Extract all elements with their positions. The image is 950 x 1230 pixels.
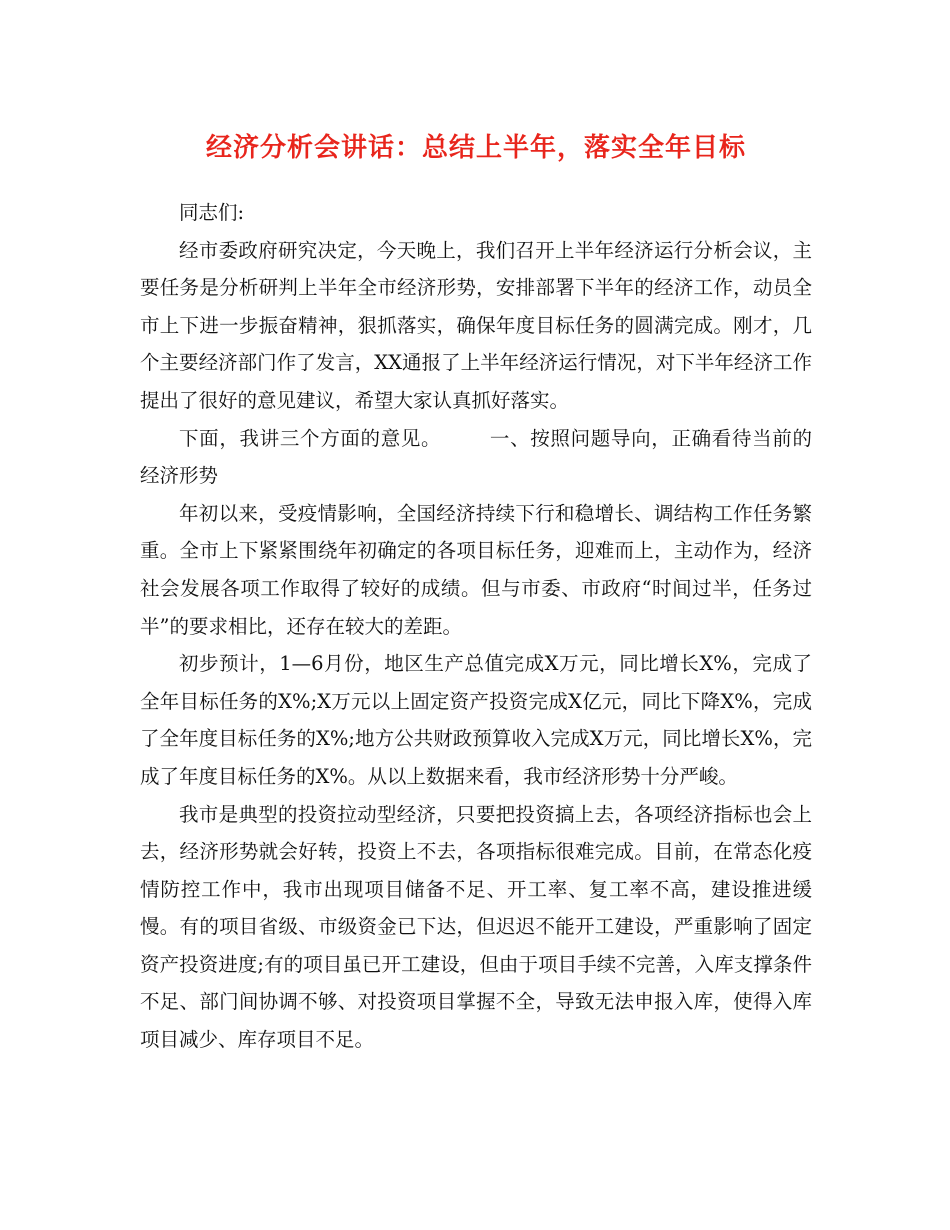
- document-body: [140, 194, 812, 1059]
- section-heading-1: 一、按照问题导向，正确看待当前的经济形势: [140, 426, 812, 488]
- greeting-paragraph: 同志们:: [179, 201, 245, 224]
- paragraph-5: 我市是典型的投资拉动型经济，只要把投资搞上去，各项经济指标也会上去，经济形势就会好转，投资上不去，各项指标很难完成。目前，在常态化疫情防控工作中，我市出现项目储备不足、开工率、复工率不高，建设推进缓慢。有的项目省级、市级资金已下达，但迟迟不能开工建设，严重影响了固定资产投资进度;有的项目虽已开工建设，但由于项目手续不完善，入库支撑条件不足、部门间协调不够、对投资项目掌握不全，导致无法申报入库，使得入库项目减少、库存项目不足。: [140, 802, 812, 1052]
- document-page: [140, 0, 812, 1059]
- paragraph-1: 经市委政府研究决定，今天晚上，我们召开上半年经济运行分析会议，主要任务是分析研判上半年全市经济形势，安排部署下半年的经济工作，动员全市上下进一步振奋精神，狠抓落实，确保年度目标任务的圆满完成。刚才，几个主要经济部门作了发言，XX通报了上半年经济运行情况，对下半年经济工作提出了很好的意见建议，希望大家认真抓好落实。: [140, 238, 812, 412]
- paragraph-3: 年初以来，受疫情影响，全国经济持续下行和稳增长、调结构工作任务繁重。全市上下紧紧围绕年初确定的各项目标任务，迎难而上，主动作为，经济社会发展各项工作取得了较好的成绩。但与市委、市政府“时间过半，任务过半”的要求相比，还存在较大的差距。: [140, 501, 812, 638]
- document-title: 经济分析会讲话：总结上半年，落实全年目标: [205, 133, 746, 163]
- paragraph-2-intro: 下面，我讲三个方面的意见。: [179, 426, 442, 450]
- paragraph-2: [140, 420, 812, 495]
- paragraph-4: 初步预计，1—6月份，地区生产总值完成X万元，同比增长X%，完成了全年目标任务的X%;X万元以上固定资产投资完成X亿元，同比下降X%，完成了全年度目标任务的X%;地方公共财政预算收入完成X万元，同比增长X%，完成了年度目标任务的X%。从以上数据来看，我市经济形势十分严峻。: [140, 652, 812, 788]
